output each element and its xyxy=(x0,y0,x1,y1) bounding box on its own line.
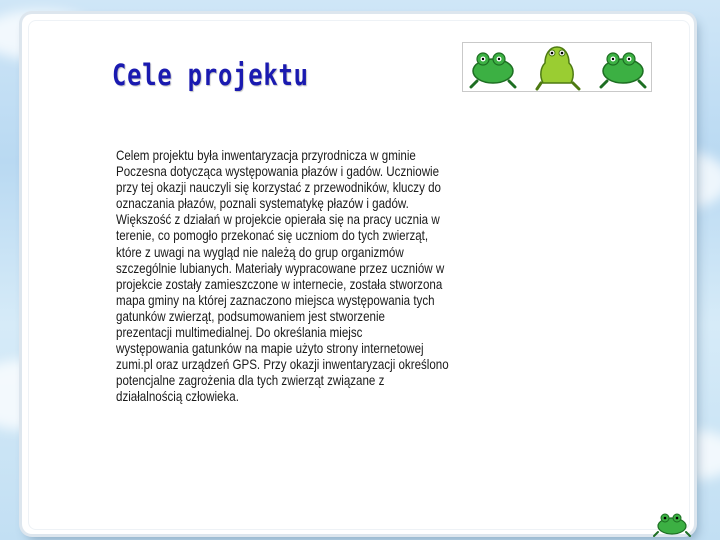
frog-icon xyxy=(652,508,692,538)
frog-icon xyxy=(471,53,515,87)
frog-icon xyxy=(537,47,579,89)
frogs-illustration xyxy=(463,43,651,91)
slide-body-text: Celem projektu była inwentaryzacja przyrodnicza w gminie Poczesna dotycząca występowania płazów i gadów. Uczniowie przy tej okazji nauczyli się korzystać z przewodników, kluczy do oznaczania płazów, poznali systematykę płazów i gadów. Większość z działań w projekcie opierała się na pracy ucznia w terenie, co pomogło przekonać się uczniom do tych zwierząt, które z uwagi na wygląd nie należą do grup organizmów szczególnie lubianych. Materiały wypracowane przez uczniów w projekcie zostały zamieszczone w internecie, została stworzona mapa gminy na której zaznaczono miejsca występowania tych gatunków zwierząt, podsumowaniem jest stworzenie prezentacji multimedialnej. Do określania miejsc występowania gatunków na mapie użyto strony internetowej zumi.pl oraz urządzeń GPS. Przy okazji inwentaryzacji określono potencjalne zagrożenia dla tych zwierząt związane z działalnością człowieka. xyxy=(116,147,449,405)
slide-title: Cele projektu xyxy=(112,58,309,92)
frogs-banner xyxy=(462,42,652,92)
frog-icon xyxy=(601,53,645,87)
